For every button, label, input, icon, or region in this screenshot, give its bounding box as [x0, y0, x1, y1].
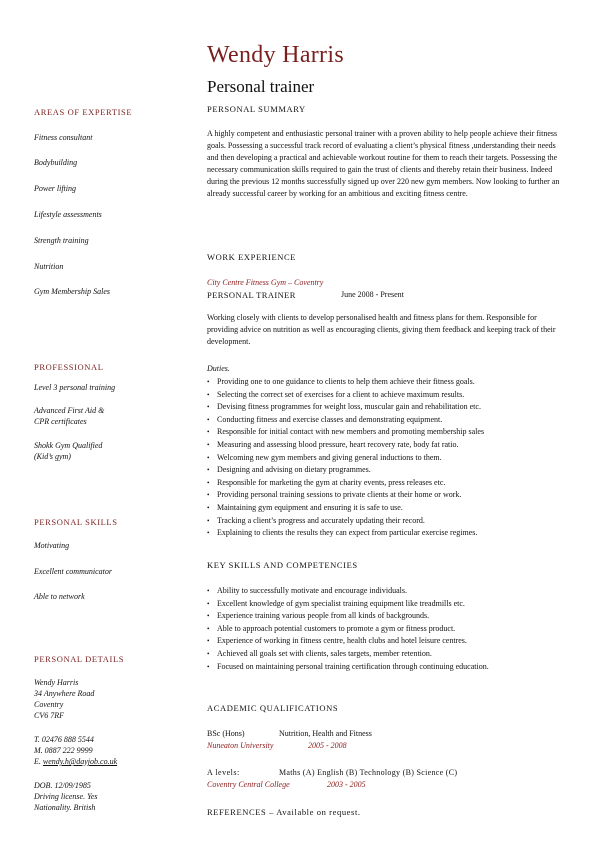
address-line: Coventry	[34, 700, 64, 709]
expertise-item: Power lifting	[34, 184, 76, 193]
duty-item: • Welcoming new gym members and giving general inductions to them.	[207, 452, 592, 465]
license-line: Driving license. Yes	[34, 792, 98, 801]
university-dates: 2005 - 2008	[308, 741, 347, 750]
candidate-name: Wendy Harris	[207, 42, 344, 68]
work-heading: WORK EXPERIENCE	[207, 252, 297, 262]
skill-item: • Achieved all goals set with clients, sales targets, member retention.	[207, 648, 547, 661]
professional-item: CPR certificates	[34, 417, 87, 426]
key-skills-heading: KEY SKILLS AND COMPETENCIES	[207, 560, 358, 570]
email-link[interactable]: wendy.h@dayjob.co.uk	[42, 757, 118, 766]
professional-item: Level 3 personal training	[34, 383, 116, 392]
address-line: CV6 7RF	[34, 711, 64, 720]
university: Nuneaton University	[207, 741, 274, 750]
duty-item: • Providing one to one guidance to clients to help them achieve their fitness goals.	[207, 376, 592, 389]
professional-item: (Kid’s gym)	[34, 452, 71, 461]
duty-item: • Maintaining gym equipment and ensuring it is safe to use.	[207, 502, 592, 515]
job-role: Personal trainer	[207, 77, 315, 96]
expertise-heading: AREAS OF EXPERTISE	[34, 107, 133, 117]
personal-skill-item: Motivating	[34, 541, 70, 550]
skills-heading-left: PERSONAL SKILLS	[34, 517, 118, 527]
duty-item: • Conducting fitness and exercise classes and demonstrating equipment.	[207, 414, 592, 427]
job-title: PERSONAL TRAINER	[207, 290, 296, 300]
email-line	[34, 757, 117, 768]
expertise-item: Nutrition	[34, 262, 64, 271]
nationality-line: Nationality. British	[34, 803, 96, 812]
professional-item: Shokk Gym Qualified	[34, 441, 103, 450]
employer-name: City Centre Fitness Gym – Coventry	[207, 278, 324, 287]
expertise-item: Gym Membership Sales	[34, 287, 110, 296]
duty-item: • Responsible for initial contact with new members and promoting membership sales	[207, 426, 592, 439]
skill-item: • Focused on maintaining personal training certification through continuing education.	[207, 661, 547, 674]
degree: BSc (Hons)	[207, 729, 245, 738]
skill-item: • Able to approach potential customers to promote a gym or fitness product.	[207, 623, 547, 636]
degree-subject: Nutrition, Health and Fitness	[279, 729, 372, 738]
duties-list	[207, 376, 592, 540]
address-line: Wendy Harris	[34, 678, 79, 687]
duty-item: • Devising fitness programmes for weight loss, muscular gain and rehabilitation etc.	[207, 401, 592, 414]
duty-item: • Providing personal training sessions to private clients at their home or work.	[207, 489, 592, 502]
key-skills-list	[207, 585, 547, 673]
college: Coventry Central College	[207, 780, 290, 789]
duty-item: • Selecting the correct set of exercises for a client to achieve maximum results.	[207, 389, 592, 402]
job-description: Working closely with clients to develop personalised health and fitness plans for them. Responsible for providing advice on nutrition as well as encouraging clients, giving them feedback and keeping track of their development.	[207, 313, 556, 346]
personal-skill-item: Able to network	[34, 592, 85, 601]
dob-line: DOB. 12/09/1985	[34, 781, 91, 790]
skill-item: • Experience training various people from all kinds of backgrounds.	[207, 610, 547, 623]
college-dates: 2003 - 2005	[327, 780, 366, 789]
job-dates: June 2008 - Present	[341, 290, 404, 299]
phone-line: T. 02476 888 5544	[34, 735, 94, 744]
details-heading: PERSONAL DETAILS	[34, 654, 125, 664]
summary-heading: PERSONAL SUMMARY	[207, 104, 306, 114]
references-line: REFERENCES – Available on request.	[207, 807, 361, 817]
expertise-item: Strength training	[34, 236, 89, 245]
personal-skill-item: Excellent communicator	[34, 567, 112, 576]
skill-item: • Ability to successfully motivate and encourage individuals.	[207, 585, 547, 598]
duty-item: • Responsible for marketing the gym at charity events, press releases etc.	[207, 477, 592, 490]
email-prefix: E.	[34, 757, 43, 766]
expertise-item: Bodybuilding	[34, 158, 78, 167]
skill-item: • Experience of working in fitness centre, health clubs and hotel leisure centres.	[207, 635, 547, 648]
expertise-item: Fitness consultant	[34, 133, 93, 142]
professional-item: Advanced First Aid &	[34, 406, 105, 415]
skill-item: • Excellent knowledge of gym specialist training equipment like treadmills etc.	[207, 598, 547, 611]
address-line: 34 Anywhere Road	[34, 689, 95, 698]
alevels-label: A levels:	[207, 768, 240, 777]
duty-item: • Tracking a client’s progress and accurately updating their record.	[207, 515, 592, 528]
academic-heading: ACADEMIC QUALIFICATIONS	[207, 703, 339, 713]
duties-label: Duties.	[207, 364, 230, 373]
summary-text: A highly competent and enthusiastic personal trainer with a proven ability to help people achieve their fitness goals. Possessing a successful track record of evaluating a client’s physical fitness ,understanding their needs and then developing a practical and achievable workout routine for them to reach their targets. Possessing the necessary communication skills required to gain the trust of clients and thereby retain their business. Indeed during the previous 12 months successfully signed up over 220 new gym members. Now looking to further an already successful career by working for an ambitious and exciting fitness centre.	[207, 129, 560, 198]
duty-item: • Measuring and assessing blood pressure, heart recovery rate, body fat ratio.	[207, 439, 592, 452]
professional-heading: PROFESSIONAL	[34, 362, 104, 372]
duty-item: • Explaining to clients the results they can expect from particular exercise regimes.	[207, 527, 592, 540]
expertise-item: Lifestyle assessments	[34, 210, 102, 219]
phone-line: M. 0887 222 9999	[34, 746, 93, 755]
alevels-grades: Maths (A) English (B) Technology (B) Science (C)	[279, 768, 458, 777]
duty-item: • Designing and advising on dietary programmes.	[207, 464, 592, 477]
